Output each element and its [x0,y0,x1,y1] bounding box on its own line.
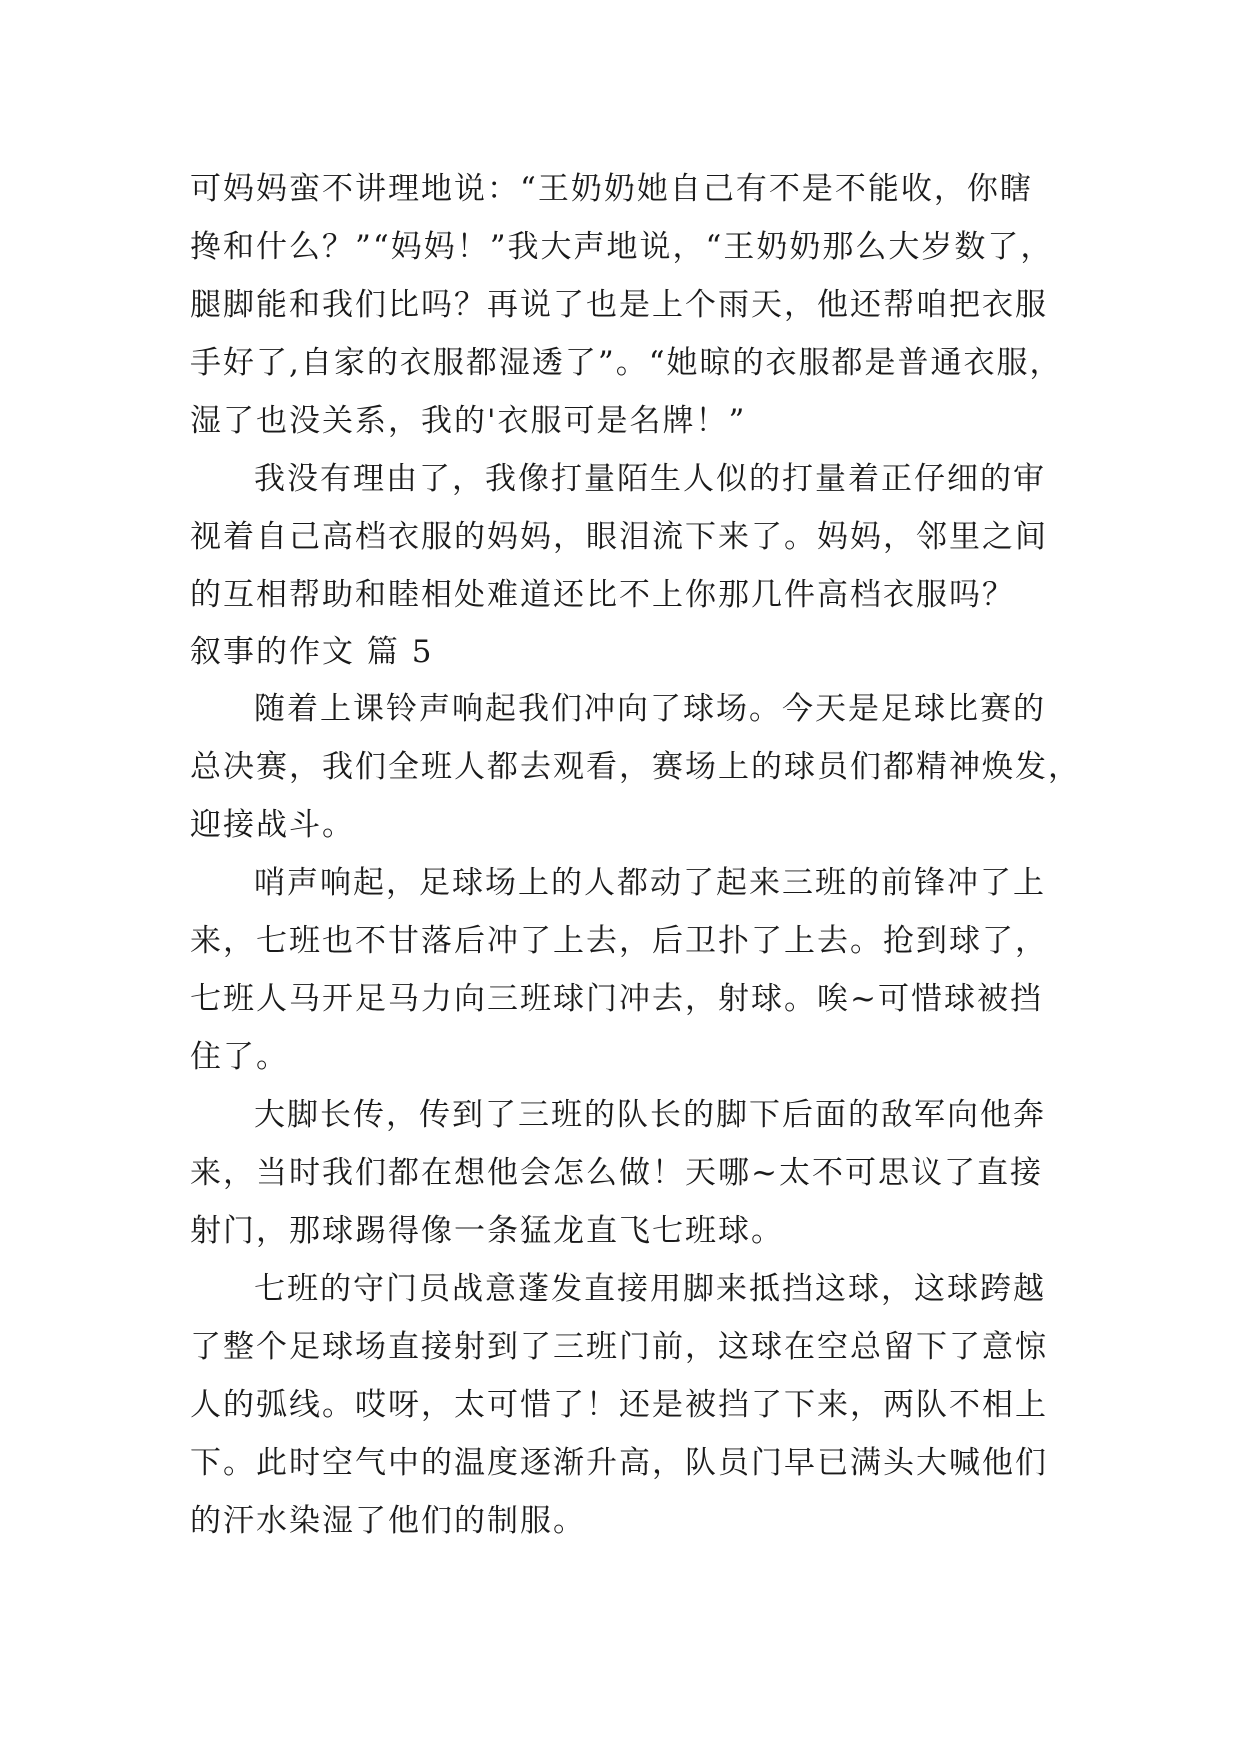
text-line: 来，七班也不甘落后冲了上去，后卫扑了上去。抢到球了， [190,923,1048,959]
text-line: 湿了也没关系，我的'衣服可是名牌！” [190,403,747,439]
paragraph [190,854,1070,1086]
text-line: 来，当时我们都在想他会怎么做！天哪~太不可思议了直接 [190,1155,1043,1191]
text-line: 射门，那球踢得像一条猛龙直飞七班球。 [190,1213,784,1249]
text-line: 的互相帮助和睦相处难道还比不上你那几件高档衣服吗？ [190,577,1015,613]
text-line: 七班人马开足马力向三班球门冲去，射球。唉~可惜球被挡 [190,981,1043,1017]
document-body [190,160,1081,1550]
text-line: 总决赛，我们全班人都去观看，赛场上的球员们都精神焕发， [190,749,1081,785]
text-line: 腿脚能和我们比吗？再说了也是上个雨天，他还帮咱把衣服 [190,287,1048,323]
paragraph [190,1086,1070,1260]
heading-text: 叙事的作文 篇 5 [190,634,434,670]
paragraph [190,1260,1070,1550]
paragraph [190,160,1070,450]
text-line: 迎接战斗。 [190,807,355,843]
text-line: 了整个足球场直接射到了三班门前，这球在空总留下了意惊 [190,1329,1048,1365]
text-line: 人的弧线。哎呀，太可惜了！还是被挡了下来，两队不相上 [190,1387,1048,1423]
text-line: 搀和什么？”“妈妈！”我大声地说，“王奶奶那么大岁数了， [190,229,1054,265]
paragraph [190,450,1070,624]
text-line: 大脚长传，传到了三班的队长的脚下后面的敌军向他奔 [254,1097,1046,1133]
text-line: 手好了,自家的衣服都湿透了”。“她晾的衣服都是普通衣服， [190,345,1063,381]
section-heading [190,624,1070,680]
text-line: 随着上课铃声响起我们冲向了球场。今天是足球比赛的 [254,691,1046,727]
text-line: 视着自己高档衣服的妈妈，眼泪流下来了。妈妈，邻里之间 [190,519,1048,555]
text-line: 七班的守门员战意蓬发直接用脚来抵挡这球，这球跨越 [254,1271,1046,1307]
paragraph [190,680,1081,854]
text-line: 可妈妈蛮不讲理地说：“王奶奶她自己有不是不能收，你瞎 [190,171,1033,207]
text-line: 住了。 [190,1039,289,1075]
text-line: 哨声响起，足球场上的人都动了起来三班的前锋冲了上 [254,865,1046,901]
text-line: 的汗水染湿了他们的制服。 [190,1503,586,1539]
text-line: 我没有理由了，我像打量陌生人似的打量着正仔细的审 [254,461,1046,497]
text-line: 下。此时空气中的温度逐渐升高，队员门早已满头大喊他们 [190,1445,1048,1481]
